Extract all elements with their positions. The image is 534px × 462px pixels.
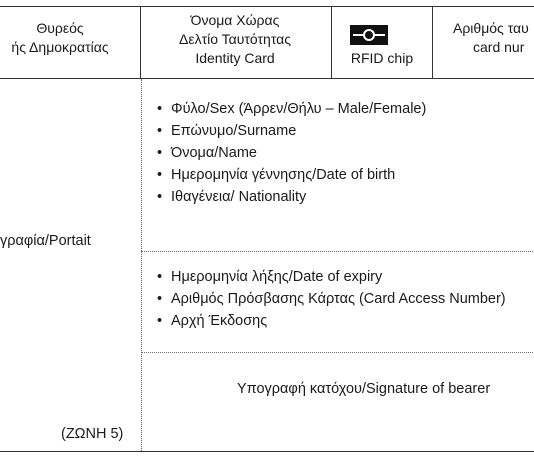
field-issuing-authority: • Αρχή Έκδοσης [157, 310, 506, 332]
portrait-zone-divider [141, 79, 142, 451]
coat-of-arms-line-2: ής Δημοκρατίας [11, 39, 109, 55]
document-name-cell [140, 11, 330, 68]
zone-label: (ΖΩΝΗ 5) [61, 426, 124, 442]
field-date-of-birth: • Ημερομηνία γέννησης/Date of birth [157, 164, 426, 186]
country-name-label: Όνομα Χώρας [190, 12, 280, 28]
field-name: • Όνομα/Name [157, 142, 426, 164]
signature-label: Υπογραφή κατόχου/Signature of bearer [237, 381, 491, 397]
rfid-chip-label: RFID chip [350, 50, 414, 66]
id-card-greek-label: Δελτίο Ταυτότητας [178, 31, 292, 47]
header-bottom-line [0, 78, 534, 79]
coat-of-arms-cell [0, 19, 120, 57]
portrait-label: γραφία/Portait [0, 233, 91, 249]
coat-of-arms-line-1: Θυρεός [36, 20, 84, 36]
fields-divider-1 [141, 251, 534, 252]
personal-data-field-list [157, 98, 426, 208]
card-data-field-list [157, 266, 506, 332]
field-sex: • Φύλο/Sex (Άρρεν/Θήλυ – Male/Female) [157, 98, 426, 120]
field-date-of-expiry: • Ημερομηνία λήξης/Date of expiry [157, 266, 506, 288]
id-card-english-label: Identity Card [195, 50, 275, 66]
card-number-cell [432, 19, 534, 57]
field-card-access-number: • Αριθμός Πρόσβασης Κάρτας (Card Access Number) [157, 288, 506, 310]
fields-divider-2 [141, 352, 534, 353]
card-number-english-label: card nur [473, 39, 525, 55]
rfid-chip-icon [350, 25, 388, 45]
field-surname: • Επώνυμο/Surname [157, 120, 426, 142]
field-nationality: • Ιθαγένεια/ Nationality [157, 186, 426, 208]
card-number-greek-label: Αριθμός ταυ [453, 20, 529, 36]
